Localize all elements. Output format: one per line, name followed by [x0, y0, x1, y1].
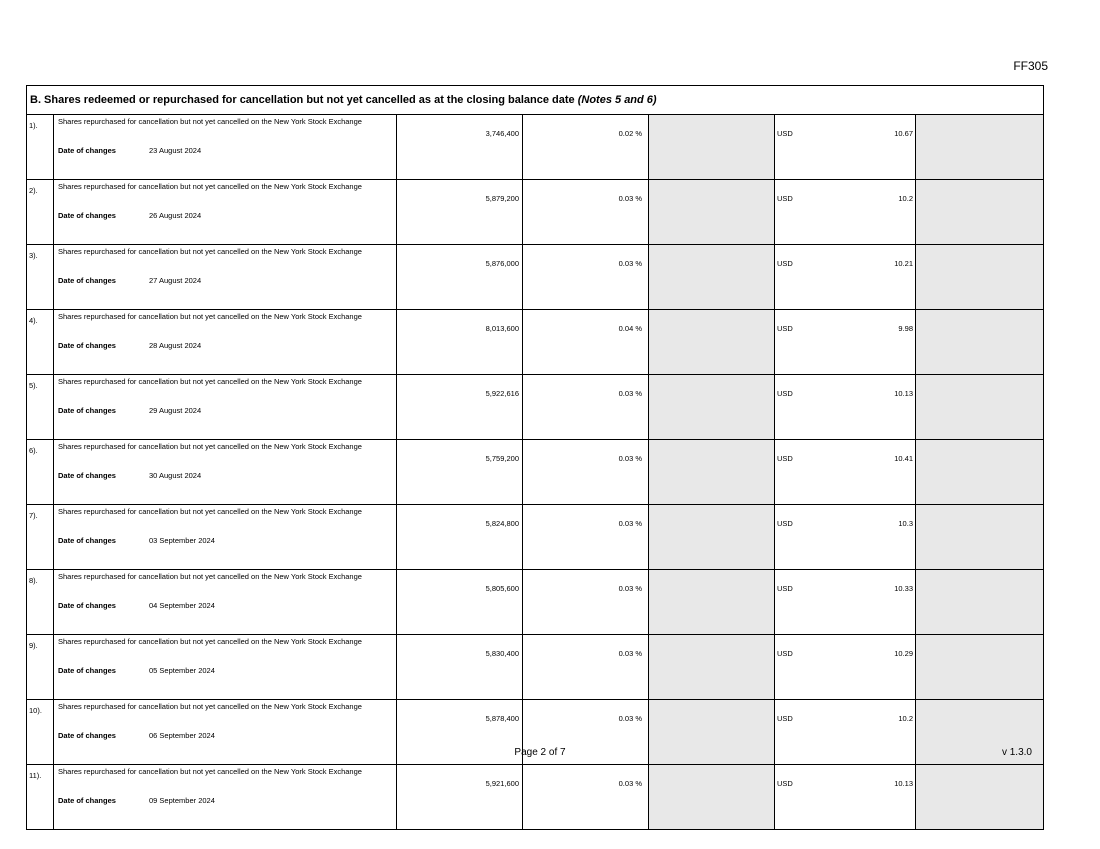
row-percent: 0.03 % — [523, 440, 649, 505]
row-date-line — [58, 276, 394, 285]
row-price: 10.29 — [894, 649, 913, 658]
row-quantity: 5,805,600 — [397, 570, 523, 635]
table-row — [27, 440, 1044, 505]
row-currency: USD — [777, 259, 793, 268]
row-price-cell — [775, 310, 916, 375]
table-row — [27, 310, 1044, 375]
row-description: Shares repurchased for cancellation but not yet cancelled on the New York Stock Exchange — [58, 117, 362, 126]
row-quantity: 5,830,400 — [397, 635, 523, 700]
date-label: Date of changes — [58, 471, 116, 480]
row-percent: 0.03 % — [523, 505, 649, 570]
row-date: 30 August 2024 — [149, 471, 202, 480]
row-empty-shaded-2 — [916, 310, 1044, 375]
table-row — [27, 570, 1044, 635]
row-currency: USD — [777, 454, 793, 463]
row-empty-shaded — [649, 245, 775, 310]
row-empty-shaded — [649, 505, 775, 570]
row-currency: USD — [777, 779, 793, 788]
table-row — [27, 765, 1044, 830]
row-description: Shares repurchased for cancellation but not yet cancelled on the New York Stock Exchange — [58, 572, 362, 581]
section-notes: (Notes 5 and 6) — [577, 94, 657, 106]
row-description: Shares repurchased for cancellation but not yet cancelled on the New York Stock Exchange — [58, 377, 362, 386]
section-title — [27, 86, 1044, 115]
row-currency: USD — [777, 194, 793, 203]
row-percent: 0.02 % — [523, 115, 649, 180]
row-currency: USD — [777, 649, 793, 658]
table-row — [27, 180, 1044, 245]
row-empty-shaded — [649, 115, 775, 180]
row-description: Shares repurchased for cancellation but not yet cancelled on the New York Stock Exchange — [58, 637, 362, 646]
row-percent: 0.03 % — [523, 245, 649, 310]
table-row — [27, 375, 1044, 440]
row-date-line — [58, 536, 394, 545]
row-price: 9.98 — [898, 324, 913, 333]
row-empty-shaded — [649, 375, 775, 440]
row-description-cell — [54, 180, 397, 245]
row-price: 10.3 — [898, 519, 913, 528]
row-currency: USD — [777, 714, 793, 723]
row-empty-shaded — [649, 570, 775, 635]
row-empty-shaded-2 — [916, 180, 1044, 245]
row-index: 7). — [27, 505, 54, 570]
row-percent: 0.03 % — [523, 635, 649, 700]
row-empty-shaded-2 — [916, 570, 1044, 635]
date-label: Date of changes — [58, 601, 116, 610]
row-date: 05 September 2024 — [149, 666, 215, 675]
row-date: 04 September 2024 — [149, 601, 215, 610]
row-price: 10.33 — [894, 584, 913, 593]
table-row — [27, 635, 1044, 700]
row-description: Shares repurchased for cancellation but not yet cancelled on the New York Stock Exchange — [58, 442, 362, 451]
row-description-cell — [54, 115, 397, 180]
row-price-cell — [775, 440, 916, 505]
row-quantity: 5,878,400 — [397, 700, 523, 765]
row-price-cell — [775, 635, 916, 700]
row-description-cell — [54, 440, 397, 505]
row-index: 5). — [27, 375, 54, 440]
row-empty-shaded-2 — [916, 375, 1044, 440]
row-quantity: 5,879,200 — [397, 180, 523, 245]
row-description: Shares repurchased for cancellation but not yet cancelled on the New York Stock Exchange — [58, 507, 362, 516]
row-percent: 0.03 % — [523, 375, 649, 440]
row-date: 26 August 2024 — [149, 211, 202, 220]
row-description: Shares repurchased for cancellation but not yet cancelled on the New York Stock Exchange — [58, 312, 362, 321]
row-price-cell — [775, 245, 916, 310]
row-price: 10.2 — [898, 194, 913, 203]
row-date-line — [58, 471, 394, 480]
row-percent: 0.03 % — [523, 700, 649, 765]
row-quantity: 5,921,600 — [397, 765, 523, 830]
row-date-line — [58, 731, 394, 740]
row-price: 10.13 — [894, 389, 913, 398]
row-percent: 0.04 % — [523, 310, 649, 375]
row-index: 11). — [27, 765, 54, 830]
row-empty-shaded-2 — [916, 245, 1044, 310]
row-price: 10.67 — [894, 129, 913, 138]
row-index: 8). — [27, 570, 54, 635]
row-price-cell — [775, 570, 916, 635]
row-quantity: 5,824,800 — [397, 505, 523, 570]
date-label: Date of changes — [58, 146, 116, 155]
row-empty-shaded — [649, 180, 775, 245]
row-description-cell — [54, 765, 397, 830]
row-date-line — [58, 211, 394, 220]
row-quantity: 5,922,616 — [397, 375, 523, 440]
row-description-cell — [54, 635, 397, 700]
row-description: Shares repurchased for cancellation but not yet cancelled on the New York Stock Exchange — [58, 767, 362, 776]
row-date: 03 September 2024 — [149, 536, 215, 545]
row-description: Shares repurchased for cancellation but not yet cancelled on the New York Stock Exchange — [58, 702, 362, 711]
row-date-line — [58, 796, 394, 805]
date-label: Date of changes — [58, 341, 116, 350]
row-empty-shaded-2 — [916, 765, 1044, 830]
page-number: Page 2 of 7 — [514, 747, 566, 758]
date-label: Date of changes — [58, 796, 116, 805]
row-price: 10.13 — [894, 779, 913, 788]
row-currency: USD — [777, 324, 793, 333]
row-percent: 0.03 % — [523, 570, 649, 635]
date-label: Date of changes — [58, 276, 116, 285]
row-price-cell — [775, 180, 916, 245]
date-label: Date of changes — [58, 406, 116, 415]
repurchase-table — [26, 85, 1044, 830]
row-price: 10.21 — [894, 259, 913, 268]
table-row — [27, 505, 1044, 570]
row-index: 3). — [27, 245, 54, 310]
row-percent: 0.03 % — [523, 765, 649, 830]
row-index: 9). — [27, 635, 54, 700]
row-quantity: 8,013,600 — [397, 310, 523, 375]
row-date: 09 September 2024 — [149, 796, 215, 805]
row-date: 27 August 2024 — [149, 276, 202, 285]
row-quantity: 3,746,400 — [397, 115, 523, 180]
row-price-cell — [775, 115, 916, 180]
date-label: Date of changes — [58, 211, 116, 220]
row-description-cell — [54, 375, 397, 440]
row-price-cell — [775, 765, 916, 830]
row-index: 6). — [27, 440, 54, 505]
row-price-cell — [775, 375, 916, 440]
row-description-cell — [54, 570, 397, 635]
row-description-cell — [54, 505, 397, 570]
row-index: 1). — [27, 115, 54, 180]
row-date-line — [58, 341, 394, 350]
row-currency: USD — [777, 584, 793, 593]
row-description: Shares repurchased for cancellation but not yet cancelled on the New York Stock Exchange — [58, 247, 362, 256]
row-price-cell — [775, 505, 916, 570]
row-empty-shaded-2 — [916, 635, 1044, 700]
table-row — [27, 245, 1044, 310]
row-currency: USD — [777, 389, 793, 398]
row-quantity: 5,759,200 — [397, 440, 523, 505]
row-description-cell — [54, 310, 397, 375]
row-price: 10.41 — [894, 454, 913, 463]
date-label: Date of changes — [58, 666, 116, 675]
row-empty-shaded — [649, 310, 775, 375]
row-description-cell — [54, 245, 397, 310]
row-empty-shaded-2 — [916, 505, 1044, 570]
row-quantity: 5,876,000 — [397, 245, 523, 310]
row-description: Shares repurchased for cancellation but not yet cancelled on the New York Stock Exchange — [58, 182, 362, 191]
row-date-line — [58, 406, 394, 415]
table-row — [27, 115, 1044, 180]
row-index: 2). — [27, 180, 54, 245]
row-date: 23 August 2024 — [149, 146, 202, 155]
row-index: 10). — [27, 700, 54, 765]
row-date: 29 August 2024 — [149, 406, 202, 415]
row-date: 06 September 2024 — [149, 731, 215, 740]
row-empty-shaded-2 — [916, 115, 1044, 180]
row-percent: 0.03 % — [523, 180, 649, 245]
row-empty-shaded-2 — [916, 440, 1044, 505]
row-date-line — [58, 146, 394, 155]
row-date-line — [58, 601, 394, 610]
row-currency: USD — [777, 519, 793, 528]
row-index: 4). — [27, 310, 54, 375]
date-label: Date of changes — [58, 731, 116, 740]
row-empty-shaded — [649, 635, 775, 700]
row-date-line — [58, 666, 394, 675]
row-currency: USD — [777, 129, 793, 138]
row-empty-shaded — [649, 765, 775, 830]
row-date: 28 August 2024 — [149, 341, 202, 350]
form-code: FF305 — [1013, 59, 1048, 73]
section-title-text: B. Shares redeemed or repurchased for cancellation but not yet cancelled as at the closing balance date — [30, 94, 575, 106]
date-label: Date of changes — [58, 536, 116, 545]
row-price: 10.2 — [898, 714, 913, 723]
row-empty-shaded — [649, 440, 775, 505]
version-label: v 1.3.0 — [1001, 747, 1032, 758]
